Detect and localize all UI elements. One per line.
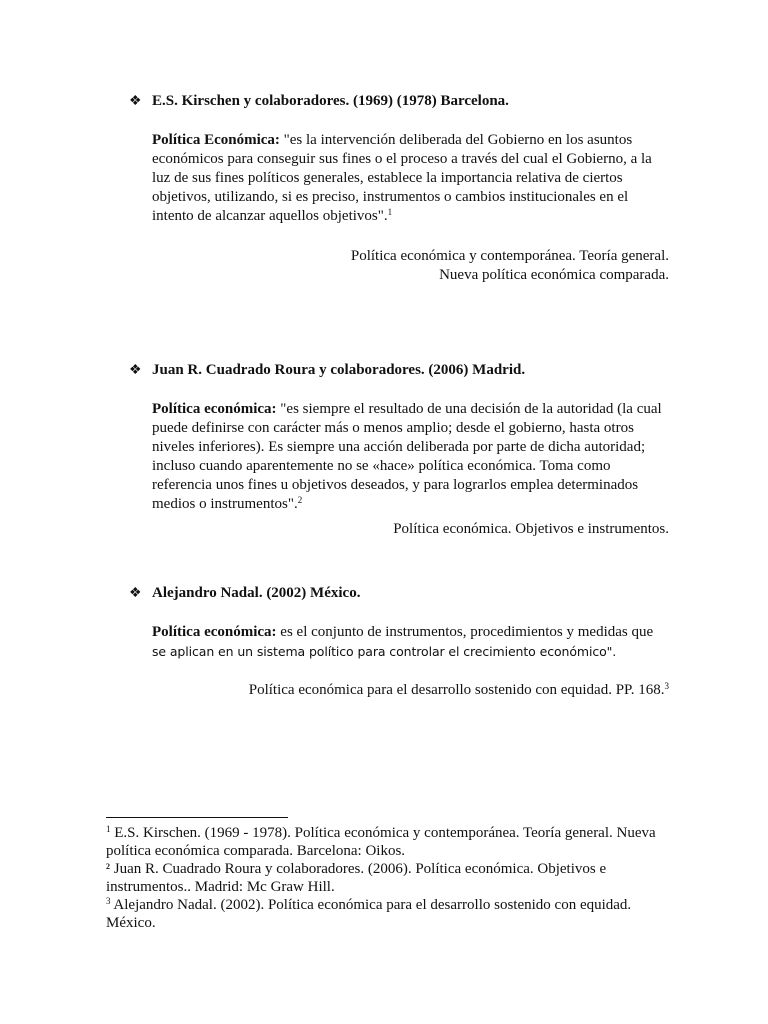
source-line: Política económica y contemporánea. Teoría general. (350, 248, 669, 264)
diamond-bullet-icon: ❖ (129, 363, 142, 378)
definition-paragraph (152, 400, 672, 514)
source-line: Nueva política económica comparada. (439, 267, 669, 283)
entry-heading-text: E.S. Kirschen y colaboradores. (1969) (1978) Barcelona. (152, 93, 509, 109)
footnote-text: Juan R. Cuadrado Roura y colaboradores. (2006). Política económica. Objetivos e instrumentos.. Madrid: Mc Graw Hill. (106, 861, 607, 895)
entry-nadal (129, 584, 669, 700)
definition-text: "es siempre el resultado de una decisión de la autoridad (la cual puede definirse con carácter más o menos amplio; desde el gobierno, hasta otros niveles inferiores). Es siempre una acción deliberada por parte de dicha autoridad; incluso cuando aparentemente no se «hace» política económica. Toma como referencia unos fines u objetivos deseados, y para lograrlos emplea determinados medios o instrumentos". (152, 401, 662, 512)
definition-text-tail: se aplican en un sistema político para controlar el crecimiento económico". (152, 644, 617, 659)
diamond-bullet-icon: ❖ (129, 94, 142, 109)
entry-heading (129, 361, 669, 380)
footnote-ref[interactable]: 3 (664, 681, 669, 691)
source-line: Política económica. Objetivos e instrumentos. (393, 521, 669, 537)
source-citation (129, 681, 669, 700)
entry-heading-text: Alejandro Nadal. (2002) México. (152, 585, 361, 601)
source-citation (129, 247, 669, 285)
footnote-2 (106, 860, 676, 896)
definition-text: es el conjunto de instrumentos, procedimientos y medidas que (276, 624, 654, 640)
source-line (129, 681, 669, 700)
definition-term: Política Económica: (152, 132, 280, 148)
footnote-ref[interactable]: 2 (297, 495, 303, 505)
footnote-mark: 2 (106, 862, 110, 871)
definition-term: Política económica: (152, 624, 277, 640)
entry-cuadrado (129, 361, 669, 539)
definition-paragraph (152, 623, 672, 662)
footnote-1 (106, 824, 676, 860)
definition-text: "es la intervención deliberada del Gobierno en los asuntos económicos para conseguir sus fines o el proceso a través del cual el Gobierno, a la luz de sus fines políticos generales, establece la importancia relativa de ciertos objetivos, utilizando, si es preciso, instrumentos o cambios institucionales en el intento de alcanzar aquellos objetivos". (152, 132, 652, 224)
definition-paragraph (152, 131, 672, 226)
source-line-text: Política económica para el desarrollo sostenido con equidad. PP. 168. (248, 682, 665, 698)
footnote-mark: 1 (106, 824, 111, 834)
entry-heading (129, 584, 669, 603)
footnote-separator (106, 817, 288, 818)
footnote-3 (106, 896, 676, 932)
footnote-text: E.S. Kirschen. (1969 - 1978). Política económica y contemporánea. Teoría general. Nueva política económica comparada. Barcelona: Oikos. (106, 825, 656, 859)
diamond-bullet-icon: ❖ (129, 586, 142, 601)
footnote-text: Alejandro Nadal. (2002). Política económica para el desarrollo sostenido con equidad. México. (106, 897, 632, 931)
footnote-ref[interactable]: 1 (387, 207, 393, 217)
footnotes-section (106, 817, 676, 932)
entry-heading (129, 92, 669, 111)
entry-kirschen (129, 92, 669, 285)
source-citation (129, 520, 669, 539)
definition-term: Política económica: (152, 401, 277, 417)
entry-heading-text: Juan R. Cuadrado Roura y colaboradores. (2006) Madrid. (152, 362, 526, 378)
footnote-mark: 3 (106, 896, 111, 906)
